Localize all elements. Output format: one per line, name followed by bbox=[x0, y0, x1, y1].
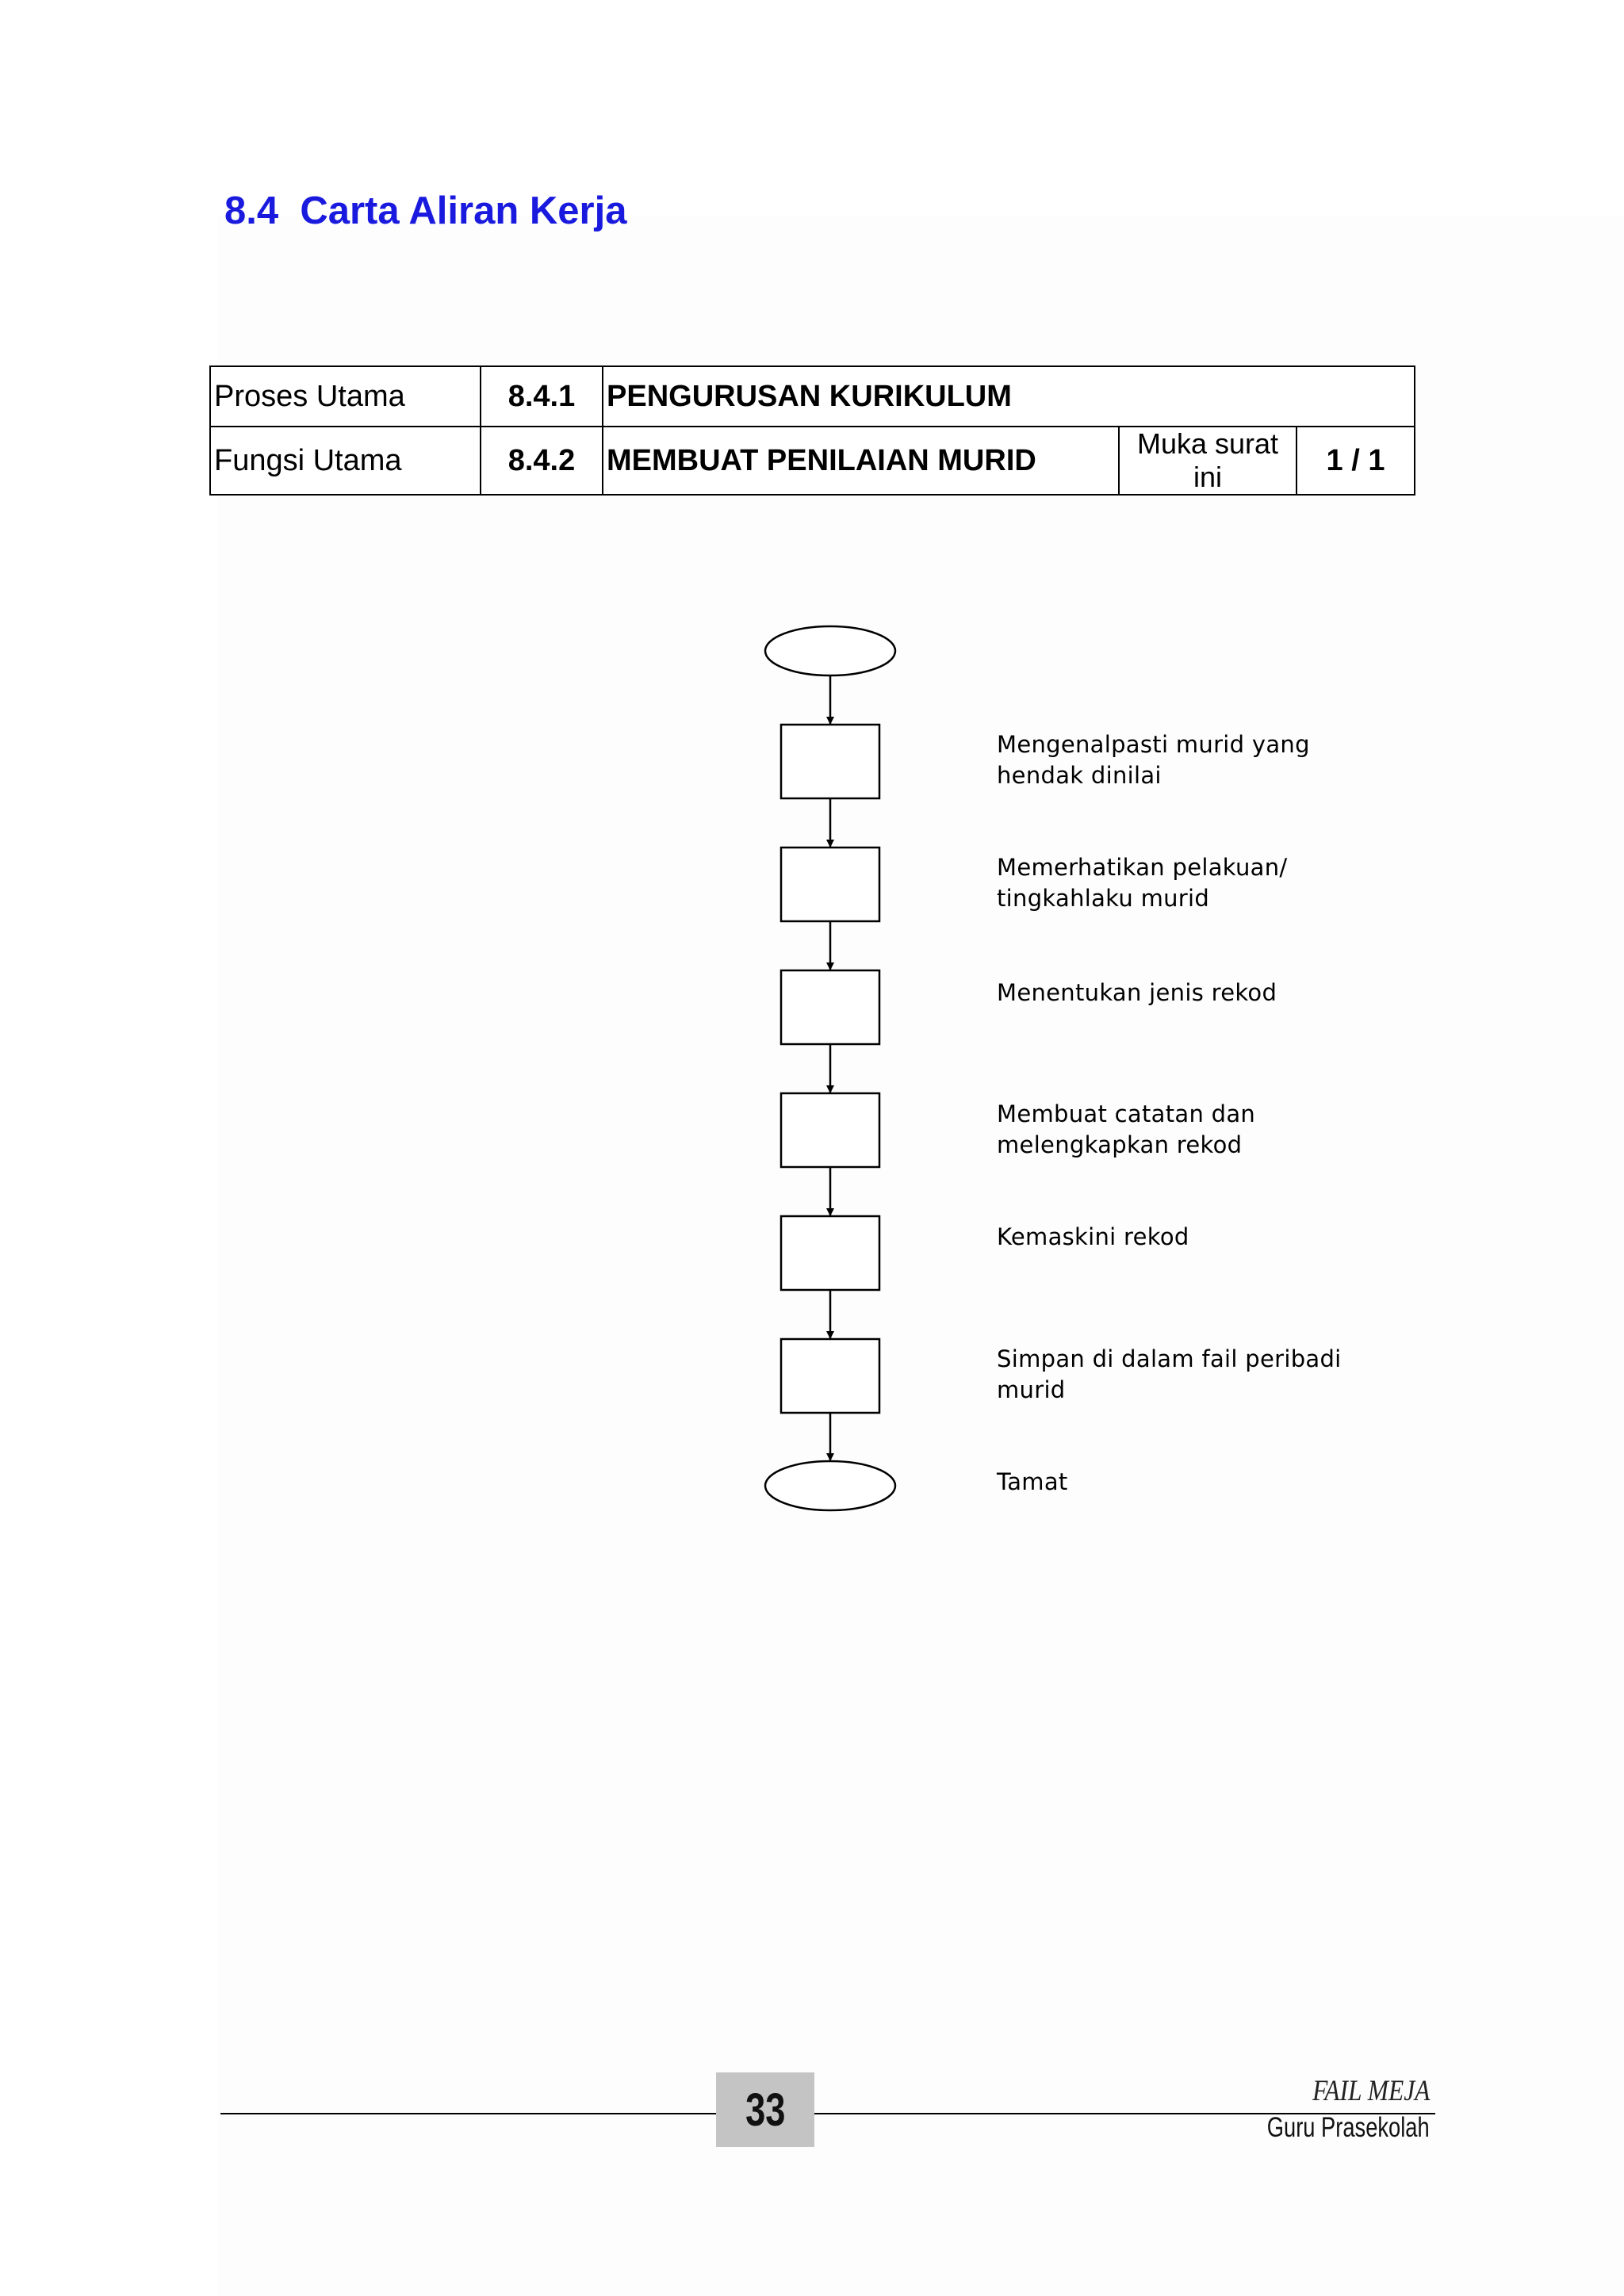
process-step-4 bbox=[781, 1093, 879, 1167]
fungsi-title: MEMBUAT PENILAIAN MURID bbox=[603, 427, 1119, 495]
page-label: Muka surat ini bbox=[1119, 427, 1297, 495]
proses-title: PENGURUSAN KURIKULUM bbox=[603, 366, 1415, 427]
step-label: Menentukan jenis rekod bbox=[997, 979, 1277, 1006]
step-label: Kemaskini rekod bbox=[997, 1223, 1189, 1250]
process-step-2 bbox=[781, 848, 879, 921]
proses-code: 8.4.1 bbox=[481, 366, 603, 427]
step-label: Mengenalpasti murid yang hendak dinilai bbox=[997, 731, 1310, 789]
page-value: 1 / 1 bbox=[1297, 427, 1415, 495]
proses-label: Proses Utama bbox=[210, 366, 481, 427]
process-step-1 bbox=[781, 725, 879, 798]
fungsi-code: 8.4.2 bbox=[481, 427, 603, 495]
page-number-box bbox=[716, 2072, 814, 2147]
page-number: 33 bbox=[745, 2084, 786, 2136]
section-title: 8.4 Carta Aliran Kerja bbox=[224, 189, 627, 232]
step-label: Simpan di dalam fail peribadi murid bbox=[997, 1345, 1342, 1403]
step-label: Memerhatikan pelakuan/ tingkahlaku murid bbox=[997, 854, 1288, 912]
process-step-3 bbox=[781, 970, 879, 1044]
footer-doc-subtitle: Guru Prasekolah bbox=[1267, 2112, 1430, 2143]
footer-doc-title: FAIL MEJA bbox=[1312, 2075, 1430, 2107]
fungsi-label: Fungsi Utama bbox=[210, 427, 481, 495]
process-step-5 bbox=[781, 1216, 879, 1290]
step-label: Tamat bbox=[997, 1468, 1068, 1495]
end-terminal bbox=[765, 1461, 895, 1510]
start-terminal bbox=[765, 626, 895, 675]
step-label: Membuat catatan dan melengkapkan rekod bbox=[997, 1100, 1256, 1158]
process-step-6 bbox=[781, 1339, 879, 1413]
footer-rule bbox=[220, 2113, 1435, 2114]
